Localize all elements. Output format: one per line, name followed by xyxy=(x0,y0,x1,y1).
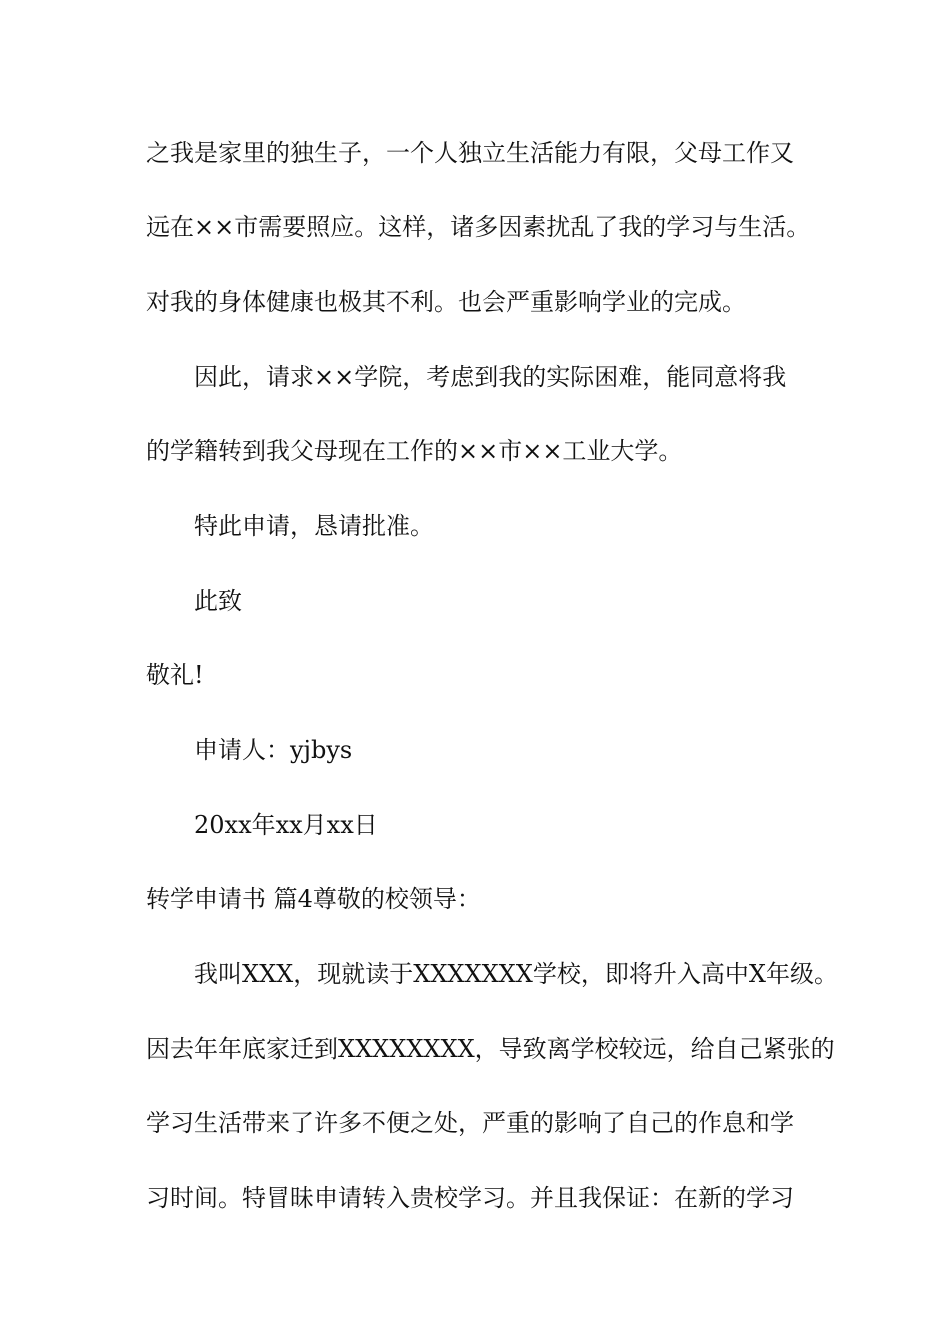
paragraph-line-9: 习时间。特冒昧申请转入贵校学习。并且我保证：在新的学习 xyxy=(146,1184,794,1212)
paragraph-line-4: 因此，请求××学院，考虑到我的实际困难，能同意将我 xyxy=(194,363,787,391)
paragraph-line-8: 学习生活带来了许多不便之处，严重的影响了自己的作息和学 xyxy=(146,1109,794,1137)
paragraph-line-2: 远在××市需要照应。这样，诸多因素扰乱了我的学习与生活。 xyxy=(146,213,811,241)
closing-request-line: 特此申请，恳请批准。 xyxy=(194,512,434,540)
applicant-line: 申请人：yjbys xyxy=(194,736,353,764)
date-line: 20xx年xx月xx日 xyxy=(194,811,378,839)
paragraph-line-5: 的学籍转到我父母现在工作的××市××工业大学。 xyxy=(146,437,683,465)
paragraph-line-6: 我叫XXX，现就读于XXXXXXX学校，即将升入高中X年级。 xyxy=(194,960,838,988)
section-heading-line: 转学申请书 篇4尊敬的校领导： xyxy=(146,885,481,913)
paragraph-line-7: 因去年年底家迁到XXXXXXXX，导致离学校较远，给自己紧张的 xyxy=(146,1035,835,1063)
paragraph-line-1: 之我是家里的独生子，一个人独立生活能力有限，父母工作又 xyxy=(146,139,794,167)
salutation-regards-line: 敬礼! xyxy=(146,661,204,689)
paragraph-line-3: 对我的身体健康也极其不利。也会严重影响学业的完成。 xyxy=(146,288,746,316)
salutation-line: 此致 xyxy=(194,587,242,615)
